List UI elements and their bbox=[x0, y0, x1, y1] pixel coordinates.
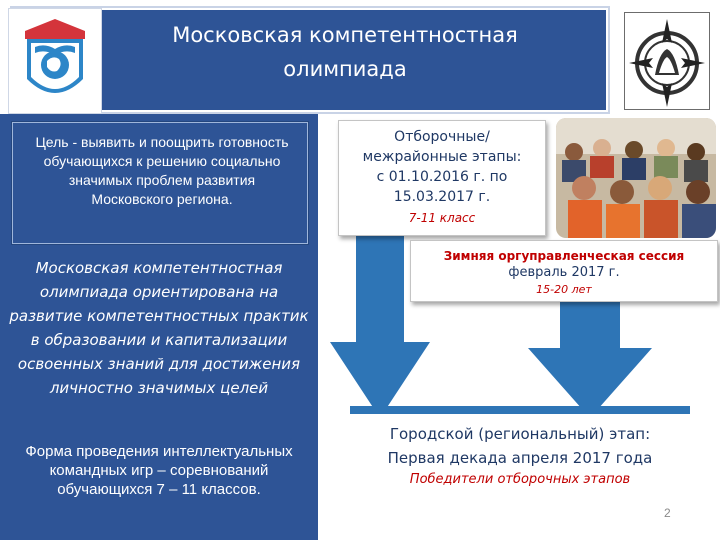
mission-text: Московская компетентностная олимпиада ориентирована на развитие компетентностных практик в образовании и капитализации освоенных знаний для достижения личностно значимых целей bbox=[9, 259, 309, 397]
goal-text: Цель - выявить и поощрить готовность обучающихся к решению социально значимых проблем развития Московского региона. bbox=[35, 134, 289, 207]
olympiad-logo bbox=[624, 12, 710, 110]
stage1-line-3: с 01.10.2016 г. по bbox=[376, 169, 508, 185]
audience-photo bbox=[556, 118, 716, 238]
page-number: 2 bbox=[664, 506, 671, 520]
stage2-age: 15-20 лет bbox=[536, 283, 592, 296]
stage3-date: Первая декада апреля 2017 года bbox=[387, 449, 653, 467]
header bbox=[0, 0, 720, 118]
stage1-line-4: 15.03.2017 г. bbox=[393, 189, 491, 205]
stage2-date: февраль 2017 г. bbox=[508, 265, 620, 280]
arrow-right-down bbox=[528, 298, 652, 418]
education-department-logo bbox=[8, 8, 102, 114]
stage1-line-1: Отборочные/ bbox=[394, 129, 490, 145]
audience-photo-icon bbox=[556, 118, 716, 238]
title-line-2: олимпиада bbox=[283, 57, 407, 81]
format-text: Форма проведения интеллектуальных командных игр – соревнований обучающихся 7 – 11 классов. bbox=[25, 443, 293, 498]
stage3-top-bar bbox=[350, 406, 690, 414]
left-info-panel bbox=[0, 114, 318, 540]
stage3-winners: Победители отборочных этапов bbox=[409, 472, 631, 487]
stage-city-box bbox=[356, 414, 684, 498]
stage2-title: Зимняя оргуправленческая сессия bbox=[443, 249, 685, 263]
stage1-line-2: межрайонные этапы: bbox=[362, 149, 522, 165]
goal-box bbox=[12, 122, 308, 244]
stage-winter-session-box bbox=[410, 240, 718, 302]
education-emblem-icon bbox=[9, 9, 101, 113]
stage-qualifying-box bbox=[338, 120, 546, 236]
compass-emblem-icon bbox=[625, 13, 709, 109]
title-line-1: Московская компетентностная bbox=[172, 23, 518, 47]
slide-title bbox=[120, 18, 570, 86]
stage3-title: Городской (региональный) этап: bbox=[389, 425, 651, 443]
stage1-grade: 7-11 класс bbox=[408, 211, 476, 225]
